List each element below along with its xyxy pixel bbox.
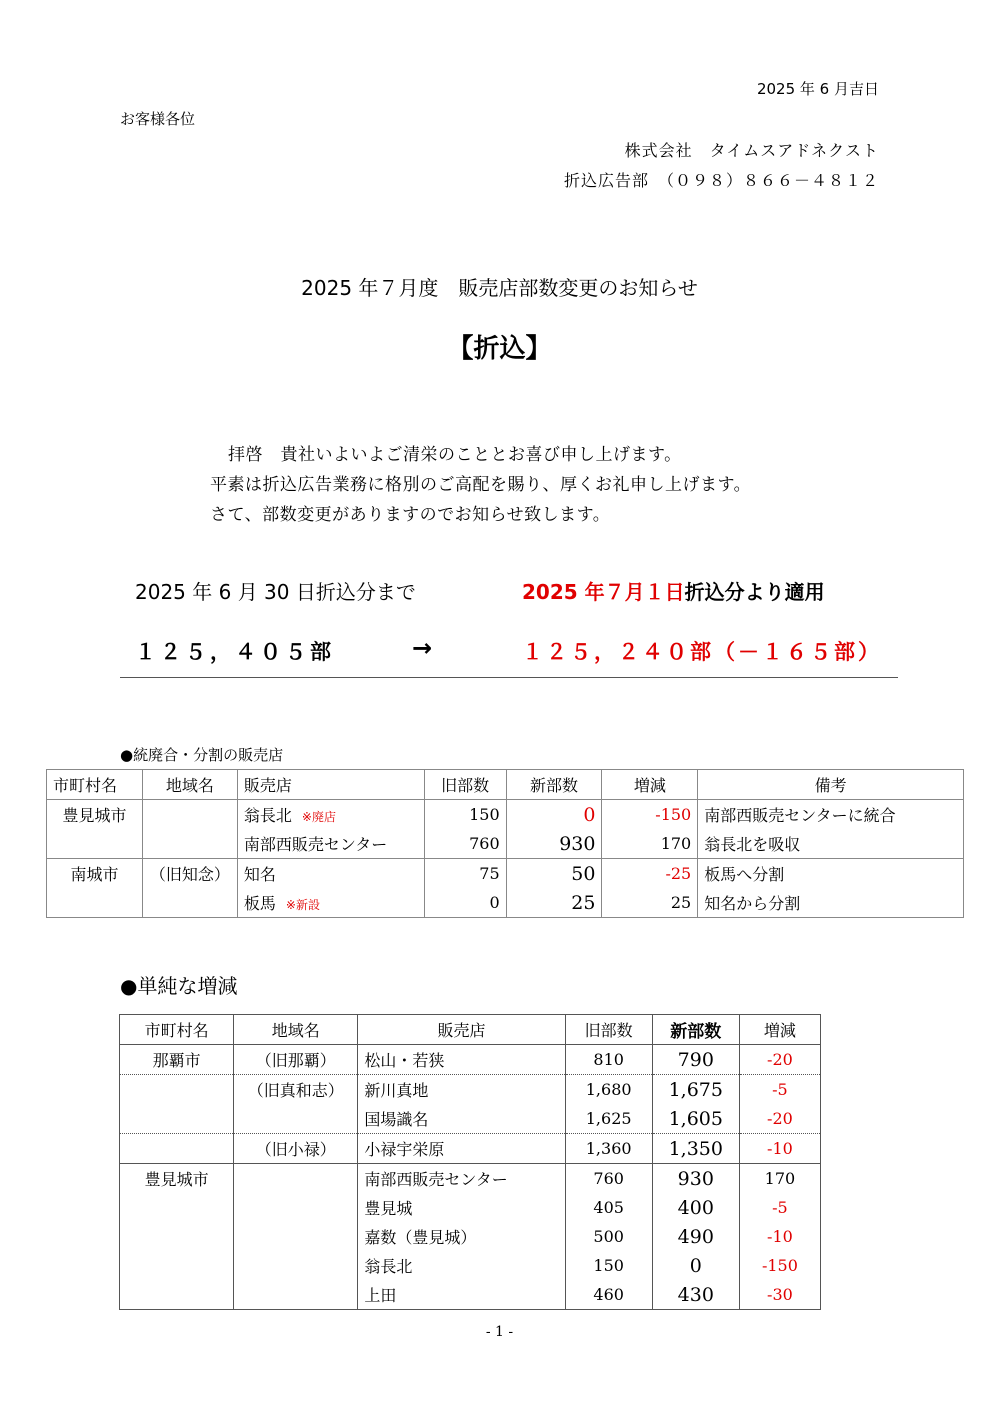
divider — [120, 677, 898, 678]
cell-diff: -10 — [739, 1134, 820, 1164]
col-new: 新部数 — [506, 770, 602, 800]
cell-old: 760 — [424, 829, 506, 859]
cell-old: 760 — [565, 1164, 652, 1194]
cell-city — [120, 1193, 234, 1222]
cell-old: 150 — [565, 1251, 652, 1280]
cell-new: 0 — [652, 1251, 739, 1280]
table-row — [120, 1164, 821, 1194]
after-label-rest: 折込分より適用 — [684, 580, 825, 604]
cell-new: 1,350 — [652, 1134, 739, 1164]
addressee: お客様各位 — [120, 110, 196, 128]
cell-diff: -25 — [602, 859, 698, 889]
table-header-row — [47, 770, 964, 800]
col-city: 市町村名 — [47, 770, 143, 800]
cell-diff: 25 — [602, 888, 698, 918]
cell-area — [234, 1280, 358, 1310]
table-row — [120, 1045, 821, 1075]
document-subtitle: 【折込】 — [447, 334, 552, 364]
cell-old: 810 — [565, 1045, 652, 1075]
cell-new: 50 — [506, 859, 602, 889]
cell-diff: -20 — [739, 1104, 820, 1134]
cell-store: 新川真地 — [358, 1075, 565, 1105]
cell-new: 0 — [506, 800, 602, 830]
cell-new: 1,675 — [652, 1075, 739, 1105]
table-row — [47, 829, 964, 859]
table-row — [120, 1104, 821, 1134]
cell-area — [234, 1104, 358, 1134]
col-old: 旧部数 — [565, 1015, 652, 1045]
table-header-row — [120, 1015, 821, 1045]
cell-area: （旧真和志） — [234, 1075, 358, 1105]
cell-new: 430 — [652, 1280, 739, 1310]
cell-city — [120, 1251, 234, 1280]
table-row — [47, 859, 964, 889]
cell-city — [120, 1280, 234, 1310]
merge-split-table — [46, 769, 964, 918]
after-count: １２５，２４０部（－１６５部） — [522, 640, 882, 664]
col-area: 地域名 — [234, 1015, 358, 1045]
cell-new: 930 — [652, 1164, 739, 1194]
col-area: 地域名 — [142, 770, 237, 800]
col-new: 新部数 — [652, 1015, 739, 1045]
cell-store — [237, 800, 424, 830]
store-name: 翁長北 — [243, 806, 292, 825]
cell-old: 405 — [565, 1193, 652, 1222]
cell-store: 知名 — [237, 859, 424, 889]
cell-city — [120, 1222, 234, 1251]
col-store: 販売店 — [237, 770, 424, 800]
greeting-line-1: 拝啓 貴社いよいよご清栄のこととお喜び申し上げます。 — [228, 445, 682, 465]
department-contact: 折込広告部 （０９８）８６６－４８１２ — [563, 171, 879, 190]
cell-store: 南部西販売センター — [358, 1164, 565, 1194]
table-row — [120, 1075, 821, 1105]
cell-new: 490 — [652, 1222, 739, 1251]
cell-diff: -5 — [739, 1193, 820, 1222]
document-title: 2025 年７月度 販売店部数変更のお知らせ — [301, 276, 698, 300]
cell-old: 75 — [424, 859, 506, 889]
closed-note: ※廃店 — [301, 810, 336, 824]
table-row — [120, 1251, 821, 1280]
company-name: 株式会社 タイムスアドネクスト — [624, 141, 879, 160]
cell-store: 翁長北 — [358, 1251, 565, 1280]
cell-old: 150 — [424, 800, 506, 830]
cell-diff: 170 — [602, 829, 698, 859]
table-row — [120, 1222, 821, 1251]
cell-area — [142, 888, 237, 918]
cell-old: 1,360 — [565, 1134, 652, 1164]
cell-city — [47, 829, 143, 859]
cell-area — [234, 1251, 358, 1280]
cell-old: 1,680 — [565, 1075, 652, 1105]
cell-area: （旧知念） — [142, 859, 237, 889]
cell-diff: -30 — [739, 1280, 820, 1310]
cell-city — [120, 1075, 234, 1105]
before-count: １２５，４０５部 — [135, 640, 335, 664]
col-city: 市町村名 — [120, 1015, 234, 1045]
cell-diff: -150 — [602, 800, 698, 830]
cell-new: 790 — [652, 1045, 739, 1075]
arrow-right-icon: → — [412, 634, 433, 662]
greeting-line-3: さて、部数変更がありますのでお知らせ致します。 — [210, 505, 611, 525]
new-note: ※新設 — [285, 898, 320, 912]
cell-remark: 翁長北を吸収 — [698, 829, 964, 859]
cell-area — [142, 800, 237, 830]
greeting-line-2: 平素は折込広告業務に格別のご高配を賜り、厚くお礼申し上げます。 — [210, 475, 752, 495]
table-row — [47, 888, 964, 918]
cell-area: （旧小禄） — [234, 1134, 358, 1164]
cell-old: 500 — [565, 1222, 652, 1251]
col-old: 旧部数 — [424, 770, 506, 800]
cell-new: 1,605 — [652, 1104, 739, 1134]
col-diff: 増減 — [602, 770, 698, 800]
table-row — [120, 1193, 821, 1222]
cell-diff: 170 — [739, 1164, 820, 1194]
cell-old: 1,625 — [565, 1104, 652, 1134]
cell-city — [120, 1104, 234, 1134]
table-row — [47, 800, 964, 830]
cell-diff: -10 — [739, 1222, 820, 1251]
cell-store: 国場識名 — [358, 1104, 565, 1134]
cell-diff: -5 — [739, 1075, 820, 1105]
cell-city: 南城市 — [47, 859, 143, 889]
cell-area — [234, 1164, 358, 1194]
cell-store — [237, 888, 424, 918]
cell-remark: 南部西販売センターに統合 — [698, 800, 964, 830]
col-diff: 増減 — [739, 1015, 820, 1045]
cell-city — [47, 888, 143, 918]
cell-diff: -150 — [739, 1251, 820, 1280]
section-simple-heading: ●単純な増減 — [120, 974, 238, 998]
cell-area — [234, 1193, 358, 1222]
cell-new: 930 — [506, 829, 602, 859]
cell-store: 豊見城 — [358, 1193, 565, 1222]
cell-store: 嘉数（豊見城） — [358, 1222, 565, 1251]
page-number: - 1 - — [485, 1324, 514, 1340]
issue-date: 2025 年 6 月吉日 — [756, 80, 879, 98]
cell-new: 400 — [652, 1193, 739, 1222]
cell-store: 小禄宇栄原 — [358, 1134, 565, 1164]
col-store: 販売店 — [358, 1015, 565, 1045]
cell-remark: 知名から分割 — [698, 888, 964, 918]
before-period-label: 2025 年 6 月 30 日折込分まで — [135, 580, 416, 604]
cell-store: 松山・若狭 — [358, 1045, 565, 1075]
cell-city: 那覇市 — [120, 1045, 234, 1075]
cell-area: （旧那覇） — [234, 1045, 358, 1075]
after-date: 2025 年７月１日 — [522, 580, 685, 604]
section-merge-heading: ●統廃合・分割の販売店 — [120, 746, 284, 764]
table-row — [120, 1134, 821, 1164]
cell-old: 0 — [424, 888, 506, 918]
simple-change-table — [119, 1014, 821, 1310]
cell-store: 南部西販売センター — [237, 829, 424, 859]
after-period-label — [522, 576, 825, 605]
cell-city: 豊見城市 — [47, 800, 143, 830]
cell-remark: 板馬へ分割 — [698, 859, 964, 889]
cell-city — [120, 1134, 234, 1164]
cell-area — [234, 1222, 358, 1251]
cell-city: 豊見城市 — [120, 1164, 234, 1194]
cell-store: 上田 — [358, 1280, 565, 1310]
col-remark: 備考 — [698, 770, 964, 800]
cell-area — [142, 829, 237, 859]
table-row — [120, 1280, 821, 1310]
cell-old: 460 — [565, 1280, 652, 1310]
cell-diff: -20 — [739, 1045, 820, 1075]
store-name: 板馬 — [243, 894, 276, 913]
cell-new: 25 — [506, 888, 602, 918]
